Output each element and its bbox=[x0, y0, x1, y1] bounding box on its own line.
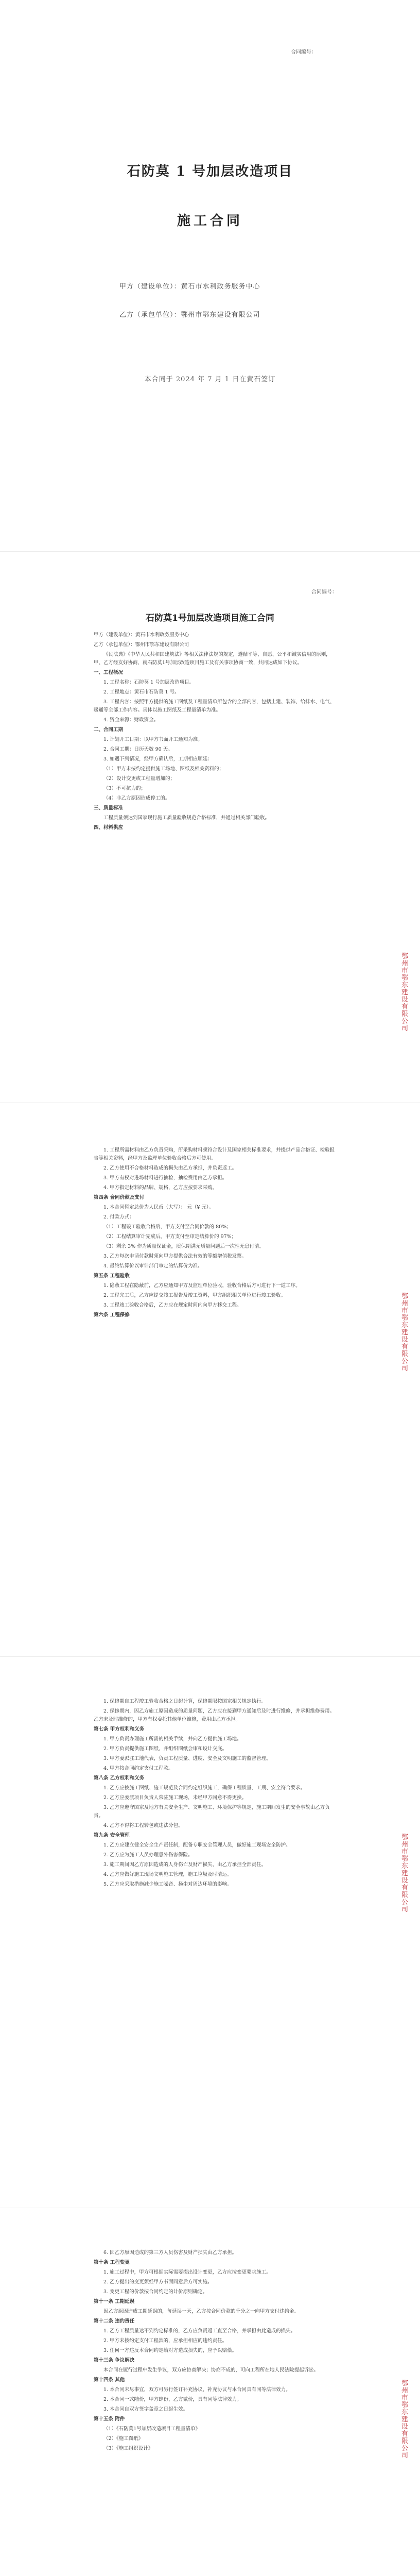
paragraph: 3. 任何一方违反本合同约定给对方造成损失的，应予以赔偿。 bbox=[103, 2348, 237, 2353]
paragraph: 3. 变更工程的价款按合同约定的计价原则确定。 bbox=[103, 2289, 208, 2295]
cover-party-a: 甲方（建设单位）：黄石市水利政务服务中心 bbox=[119, 283, 260, 291]
paragraph: 甲方（建设单位）：黄石市水利政务服务中心 bbox=[94, 632, 189, 638]
section-heading: 四、材料供应 bbox=[94, 825, 124, 831]
paragraph: 1. 施工过程中，甲方可根据实际需要提出设计变更，乙方应按变更要求施工。 bbox=[103, 2269, 271, 2275]
paragraph: 2. 乙方应为施工人员办理意外伤害保险。 bbox=[103, 1852, 193, 1858]
paragraph: 5. 乙方应采取措施减少施工噪音、扬尘对周边环境的影响。 bbox=[103, 1882, 232, 1887]
contract-title: 石防莫1号加层改造项目施工合同 bbox=[146, 613, 274, 623]
paragraph: （2）设计变更或工程量增加的； bbox=[103, 776, 176, 782]
side-seal-stamp: 鄂州市鄂东建设有限公司 bbox=[401, 1834, 409, 1913]
paragraph: 1. 乙方应建立健全安全生产责任制，配备专职安全管理人员，做好施工现场安全防护。 bbox=[103, 1842, 291, 1848]
paragraph: 因乙方原因造成工期延误的，每延误一天，乙方按合同价款的千分之一向甲方支付违约金。 bbox=[103, 2309, 300, 2314]
contract-number-label: 合同编号： bbox=[291, 49, 317, 55]
paragraph: 1. 本合同暂定总价为人民币（大写）： 元（¥ 元）。 bbox=[103, 1205, 214, 1210]
cover-title: 石防莫 1 号加层改造项目 bbox=[127, 164, 293, 179]
paragraph: 3. 施工期间因乙方原因造成的人身伤亡及财产损失，由乙方承担全部责任。 bbox=[103, 1862, 267, 1868]
paragraph: 3. 工程内容：按照甲方提供的施工图纸及工程量清单所包含的全部内容，包括土建、装饰、给排水、电气、暖通等全部工作内容。具体以施工图纸及工程量清单为准。 bbox=[94, 699, 335, 713]
paragraph: 2. 工程完工后，乙方应提交竣工报告及竣工资料，甲方组织相关单位进行竣工验收。 bbox=[103, 1293, 286, 1298]
section-heading: 第十条 工程变更 bbox=[94, 2260, 130, 2265]
paragraph: 3. 工程竣工验收合格后，乙方应在规定时间内向甲方移交工程。 bbox=[103, 1302, 242, 1308]
paragraph: 4. 乙方不得将工程转包或违法分包。 bbox=[103, 1823, 183, 1828]
cover-party-b: 乙方（承包单位）：鄂州市鄂东建设有限公司 bbox=[119, 311, 260, 319]
section-heading: 一、工程概况 bbox=[94, 670, 124, 675]
page-2-body bbox=[94, 631, 336, 834]
paragraph: （2）《施工图纸》 bbox=[103, 2436, 144, 2442]
paragraph: 2. 乙方提出的变更须经甲方书面同意后方可实施。 bbox=[103, 2279, 213, 2285]
page-separator bbox=[0, 1656, 420, 1657]
paragraph: 2. 合同工期：日历天数 90 天。 bbox=[103, 747, 173, 752]
paragraph: 4. 甲方指定材料的品牌、规格，乙方应按要求采购。 bbox=[103, 1185, 218, 1191]
page-separator bbox=[0, 551, 420, 552]
page-5-body bbox=[94, 2249, 336, 2454]
section-heading: 二、合同工期 bbox=[94, 727, 124, 733]
side-seal-stamp: 鄂州市鄂东建设有限公司 bbox=[401, 2380, 409, 2460]
side-seal-stamp: 鄂州市鄂东建设有限公司 bbox=[401, 1293, 409, 1372]
paragraph: 2. 工程地点：黄石市石防莫 1 号。 bbox=[103, 689, 180, 695]
paragraph: 3. 本合同自双方签字盖章之日起生效。 bbox=[103, 2406, 188, 2412]
paragraph: （1）甲方未按约定提供施工场地、图纸及相关资料的； bbox=[103, 766, 224, 772]
paragraph: 2. 付款方式： bbox=[103, 1214, 134, 1220]
paragraph: 《民法典》《中华人民共和国建筑法》等相关法律法规的规定，遵循平等、自愿、公平和诚实信用的原则，甲、乙方经友好协商，就石防莫1号加层改造项目施工及有关事项协商一致，共同达成如下协议。 bbox=[94, 652, 331, 666]
paragraph: （3）剩余 3% 作为质量保证金，质保期满无质量问题后一次性无息付清。 bbox=[103, 1244, 265, 1249]
paragraph: 4. 甲方按合同约定支付工程款。 bbox=[103, 1766, 173, 1771]
section-heading: 第十一条 工期延误 bbox=[94, 2299, 135, 2304]
paragraph: 2. 甲方未按约定支付工程款的，应承担相应的违约责任。 bbox=[103, 2338, 227, 2344]
paragraph: 4. 最终结算价以审计部门审定的结算价为准。 bbox=[103, 1263, 203, 1269]
section-heading: 第十二条 违约责任 bbox=[94, 2318, 135, 2324]
paragraph: 本合同在履行过程中发生争议，双方应协商解决；协商不成的，可向工程所在地人民法院提起诉讼。 bbox=[103, 2367, 319, 2373]
paragraph: 2. 甲方负责提供施工图纸，并组织图纸会审和设计交底。 bbox=[103, 1746, 227, 1752]
paragraph: 1. 计划开工日期：以甲方书面开工通知为准。 bbox=[103, 737, 203, 742]
paragraph: （4）非乙方原因造成停工的。 bbox=[103, 795, 170, 801]
paragraph: 3. 如遇下列情况，经甲方确认后，工期相应顺延： bbox=[103, 756, 213, 762]
section-heading: 第七条 甲方权利和义务 bbox=[94, 1726, 145, 1732]
page-4-body bbox=[94, 1698, 336, 1890]
section-heading: 第九条 安全管理 bbox=[94, 1833, 130, 1838]
paragraph: 2. 乙方应委派项目负责人常驻施工现场，未经甲方同意不得更换。 bbox=[103, 1795, 247, 1801]
side-seal-stamp: 鄂州市鄂东建设有限公司 bbox=[401, 953, 409, 1032]
paragraph: 2. 保修期内，因乙方施工原因造成的质量问题，乙方应在接到甲方通知后及时进行维修，并承担维修费用。乙方未及时维修的，甲方有权委托其他单位维修，费用由乙方承担。 bbox=[94, 1708, 335, 1722]
paragraph: 3. 乙方每次申请付款时须向甲方提供合法有效的等额增值税发票。 bbox=[103, 1253, 247, 1259]
section-heading: 第十三条 争议解决 bbox=[94, 2358, 135, 2363]
paragraph: （1）工程竣工验收合格后，甲方支付至合同价款的 80%； bbox=[103, 1224, 232, 1230]
paragraph: 乙方（承包单位）：鄂州市鄂东建设有限公司 bbox=[94, 642, 189, 648]
section-heading: 第五条 工程验收 bbox=[94, 1273, 130, 1279]
section-heading: 第十五条 附件 bbox=[94, 2416, 125, 2422]
contract-number-label: 合同编号： bbox=[311, 589, 337, 595]
section-heading: 三、质量标准 bbox=[94, 805, 124, 811]
paragraph: 1. 甲方负责办理施工所需的相关手续，并向乙方提供施工场地。 bbox=[103, 1736, 242, 1742]
paragraph: （2）工程结算审计完成后，甲方支付至审定结算价的 97%； bbox=[103, 1234, 237, 1240]
section-heading: 第八条 乙方权利和义务 bbox=[94, 1775, 145, 1781]
paragraph: 6. 因乙方原因造成的第三方人员伤害及财产损失由乙方承担。 bbox=[103, 2250, 237, 2256]
paragraph: （3）《施工组织设计》 bbox=[103, 2446, 153, 2451]
paragraph: 1. 保修期自工程竣工验收合格之日起计算，保修期限按国家相关规定执行。 bbox=[103, 1699, 267, 1704]
paragraph: 3. 甲方有权对进场材料进行抽检，抽检费用由乙方承担。 bbox=[103, 1175, 227, 1181]
paragraph: 1. 工程所需材料由乙方负责采购，所采购材料须符合设计及国家相关标准要求，并提供产品合格证、检验报告等相关资料，经甲方及监理单位验收合格后方可使用。 bbox=[94, 1147, 335, 1161]
section-heading: 第十四条 其他 bbox=[94, 2377, 125, 2383]
page-3-body bbox=[94, 1146, 336, 1321]
paragraph: （3）不可抗力的； bbox=[103, 786, 146, 791]
paragraph: 4. 乙方应做好施工现场文明施工管理，施工垃圾及时清运。 bbox=[103, 1872, 232, 1877]
paragraph: 1. 乙方应按施工图纸、施工规范及合同约定组织施工，确保工程质量、工期、安全符合要求。 bbox=[103, 1785, 306, 1791]
section-heading: 第六条 工程保修 bbox=[94, 1312, 130, 1318]
paragraph: 2. 乙方使用不合格材料造成的损失由乙方承担，并负责返工。 bbox=[103, 1165, 237, 1171]
paragraph: （1）《石防莫1号加层改造项目工程量清单》 bbox=[103, 2426, 200, 2432]
paragraph: 1. 工程名称：石防莫 1 号加层改造项目。 bbox=[103, 680, 195, 685]
paragraph: 工程质量须达到国家现行施工质量验收规范合格标准，并通过相关部门验收。 bbox=[103, 815, 270, 821]
cover-signing-date: 本合同于 2024 年 7 月 1 日在黄石签订 bbox=[144, 376, 276, 383]
paragraph: 1. 隐蔽工程在隐蔽前，乙方应通知甲方及监理单位验收，验收合格后方可进行下一道工序。 bbox=[103, 1283, 301, 1289]
paragraph: 1. 乙方工程质量达不到约定标准的，乙方应负责返工直至合格，并承担由此造成的损失。 bbox=[103, 2328, 296, 2334]
paragraph: 2. 本合同一式陆份，甲方肆份，乙方贰份，具有同等法律效力。 bbox=[103, 2397, 242, 2402]
paragraph: 3. 乙方应遵守国家及地方有关安全生产、文明施工、环境保护等规定，施工期间发生的安全事故由乙方负责。 bbox=[94, 1805, 330, 1819]
cover-subtitle: 施工合同 bbox=[177, 213, 243, 229]
paragraph: 4. 资金来源：财政资金。 bbox=[103, 717, 159, 723]
section-heading: 第四条 合同价款及支付 bbox=[94, 1195, 145, 1200]
paragraph: 3. 甲方委派驻工地代表，负责工程质量、进度、安全及文明施工的监督管理。 bbox=[103, 1756, 271, 1761]
paragraph: 1. 本合同未尽事宜，双方可另行签订补充协议，补充协议与本合同具有同等法律效力。 bbox=[103, 2387, 291, 2393]
